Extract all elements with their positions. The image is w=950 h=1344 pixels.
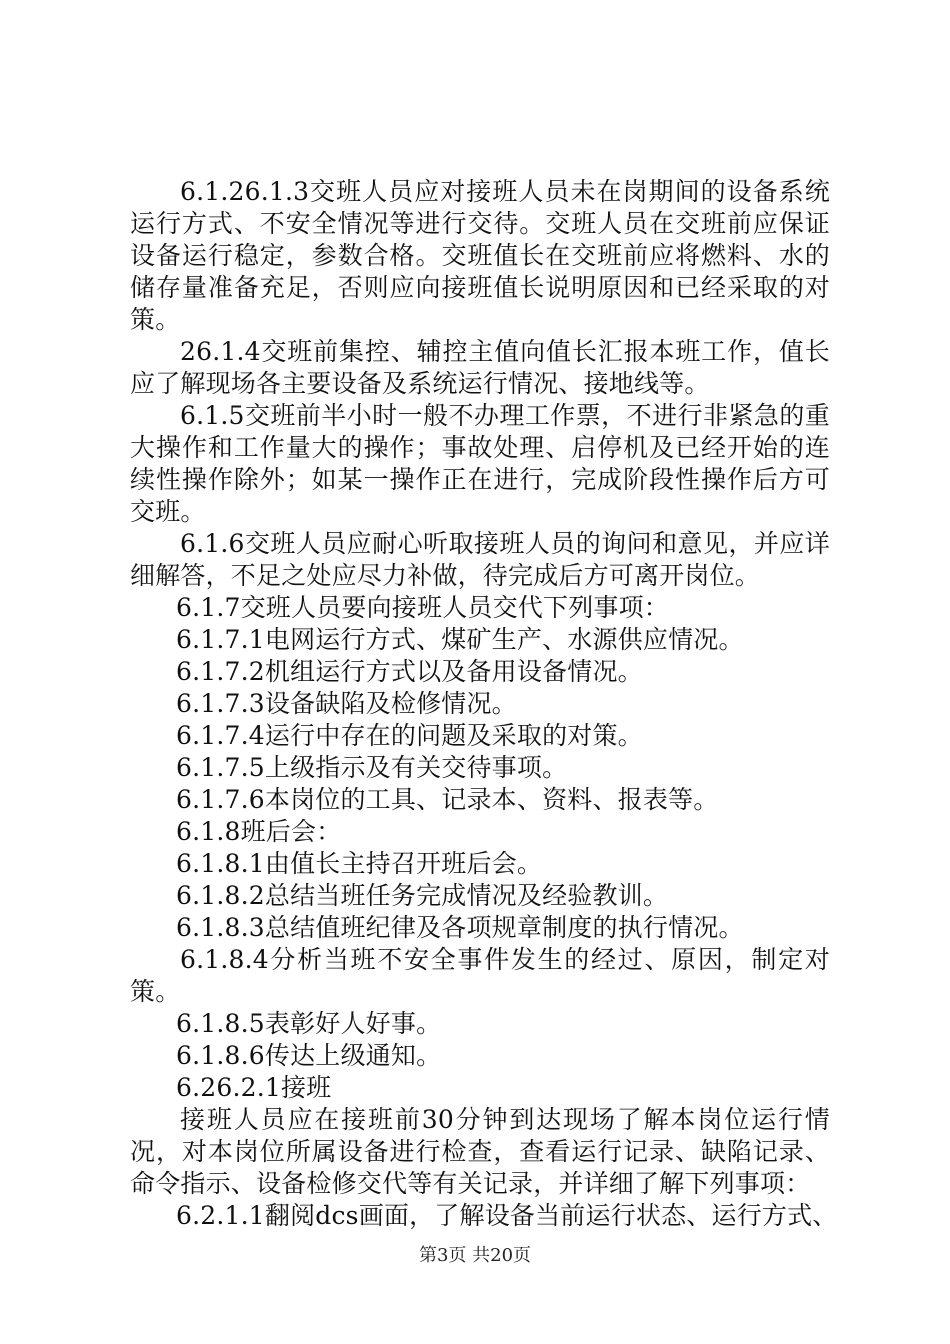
paragraph-2: 26.1.4交班前集控、辅控主值向值长汇报本班工作，值长应了解现场各主要设备及系统运行情况、接地线等。 (130, 337, 830, 398)
paragraph-4: 6.1.6交班人员应耐心听取接班人员的询问和意见，并应详细解答，不足之处应尽力补做，待完成后方可离开岗位。 (130, 529, 830, 590)
paragraph-11: 6.1.7.6本岗位的工具、记录本、资料、报表等。 (176, 785, 719, 814)
paragraph-16: 6.1.8.4分析当班不安全事件发生的经过、原因，制定对策。 (130, 945, 830, 1006)
paragraph-3: 6.1.5交班前半小时一般不办理工作票，不进行非紧急的重大操作和工作量大的操作；事故处理、启停机及已经开始的连续性操作除外；如某一操作正在进行，完成阶段性操作后方可交班。 (130, 401, 830, 526)
paragraph-5: 6.1.7交班人员要向接班人员交代下列事项： (176, 593, 670, 622)
page-footer: 第3页 共20页 (418, 1245, 532, 1266)
paragraph-18: 6.1.8.6传达上级通知。 (176, 1041, 442, 1070)
paragraph-6: 6.1.7.1电网运行方式、煤矿生产、水源供应情况。 (176, 625, 744, 654)
paragraph-19: 6.26.2.1接班 (176, 1073, 332, 1102)
paragraph-13: 6.1.8.1由值长主持召开班后会。 (176, 849, 543, 878)
paragraph-20: 接班人员应在接班前30分钟到达现场了解本岗位运行情况，对本岗位所属设备进行检查，查看运行记录、缺陷记录、命令指示、设备检修交代等有关记录，并详细了解下列事项： (130, 1105, 830, 1198)
paragraph-12: 6.1.8班后会： (176, 817, 342, 846)
paragraph-14: 6.1.8.2总结当班任务完成情况及经验教训。 (176, 881, 669, 910)
paragraph-15: 6.1.8.3总结值班纪律及各项规章制度的执行情况。 (176, 913, 744, 942)
paragraph-8: 6.1.7.3设备缺陷及检修情况。 (176, 689, 517, 718)
paragraph-9: 6.1.7.4运行中存在的问题及采取的对策。 (176, 721, 643, 750)
paragraph-10: 6.1.7.5上级指示及有关交待事项。 (176, 753, 568, 782)
paragraph-21: 6.2.1.1翻阅dcs画面，了解设备当前运行状态、运行方式、 (176, 1201, 838, 1230)
paragraph-1: 6.1.26.1.3交班人员应对接班人员未在岗期间的设备系统运行方式、不安全情况等进行交待。交班人员在交班前应保证设备运行稳定，参数合格。交班值长在交班前应将燃料、水的储存量准备充足，否则应向接班值长说明原因和已经采取的对策。 (130, 177, 830, 334)
paragraph-7: 6.1.7.2机组运行方式以及备用设备情况。 (176, 657, 643, 686)
paragraph-17: 6.1.8.5表彰好人好事。 (176, 1009, 442, 1038)
